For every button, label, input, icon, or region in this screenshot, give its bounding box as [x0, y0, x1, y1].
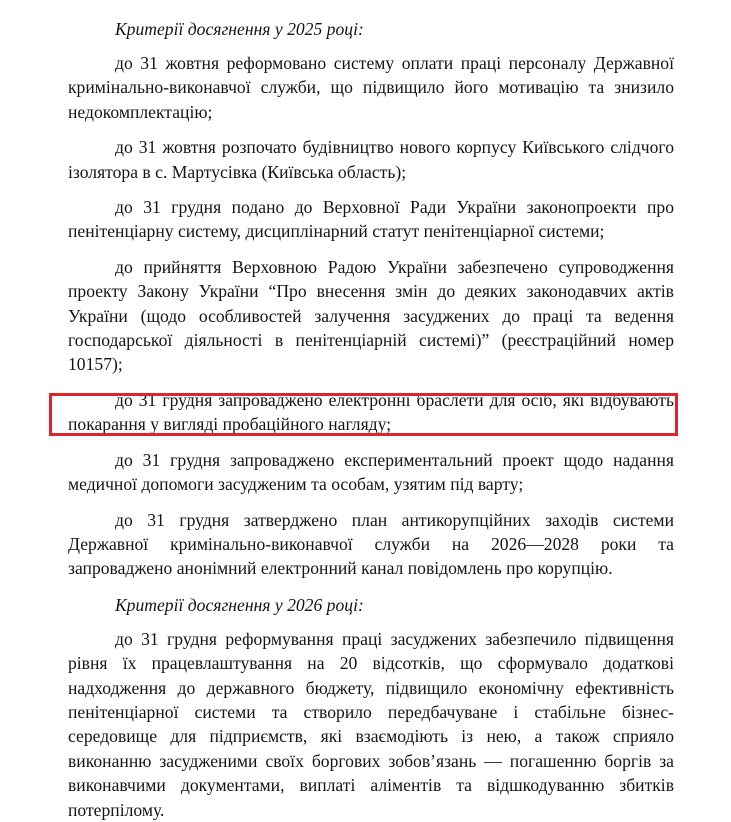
criteria-2025-item: до 31 грудня затверджено план антикорупційних заходів системи Державної кримінально-виконавчої служби на 2026—2028 роки та запроваджено анонімний електронний канал повідомлень про корупцію. [68, 509, 674, 579]
criteria-2025-item: до 31 жовтня розпочато будівництво нового корпусу Київського слідчого ізолятора в с. Мартусівка (Київська область); [68, 137, 674, 182]
criteria-2026-item: до 31 грудня реформування праці засуджених забезпечило підвищення рівня їх працевлаштування на 20 відсотків, що сформувало додаткові надходження до державного бюджету, підвищило економічну ефективність пенітенціарної системи та створило передбачуване і стабільне бізнес-середовище для підприємств, які взаємодіють із нею, а також сприяло виконанню засудженими своїх боргових зобов’язань — погашенню боргів за виконавчими документами, виплаті аліментів та відшкодуванню збитків потерпілому. [68, 628, 674, 820]
document-page [68, 0, 674, 822]
criteria-2026-heading: Критерії досягнення у 2026 році: [115, 594, 364, 615]
criteria-2025-item: до 31 жовтня реформовано систему оплати праці персоналу Державної кримінально-виконавчої служби, що підвищило його мотивацію та знизило недокомплектацію; [68, 53, 674, 122]
criteria-2025-item: до прийняття Верховною Радою України забезпечено супроводження проекту Закону України “Про внесення змін до деяких законодавчих актів України (щодо особливостей залучення засуджених до праці та ведення господарської діяльності в пенітенціарній системі)” (реєстраційний номер 10157); [68, 256, 674, 375]
criteria-2025-item: до 31 грудня запроваджено електронні браслети для осіб, які відбувають покарання у вигляді пробаційного нагляду; [68, 389, 674, 435]
criteria-2025-item-highlighted: до 31 грудня запроваджено експериментальний проект щодо надання медичної допомоги засудженим та особам, узятим під варту; [68, 449, 674, 495]
criteria-2025-item: до 31 грудня подано до Верховної Ради України законопроекти про пенітенціарну систему, дисциплінарний статут пенітенціарної системи; [68, 197, 674, 242]
criteria-2025-heading: Критерії досягнення у 2025 році: [115, 19, 364, 39]
